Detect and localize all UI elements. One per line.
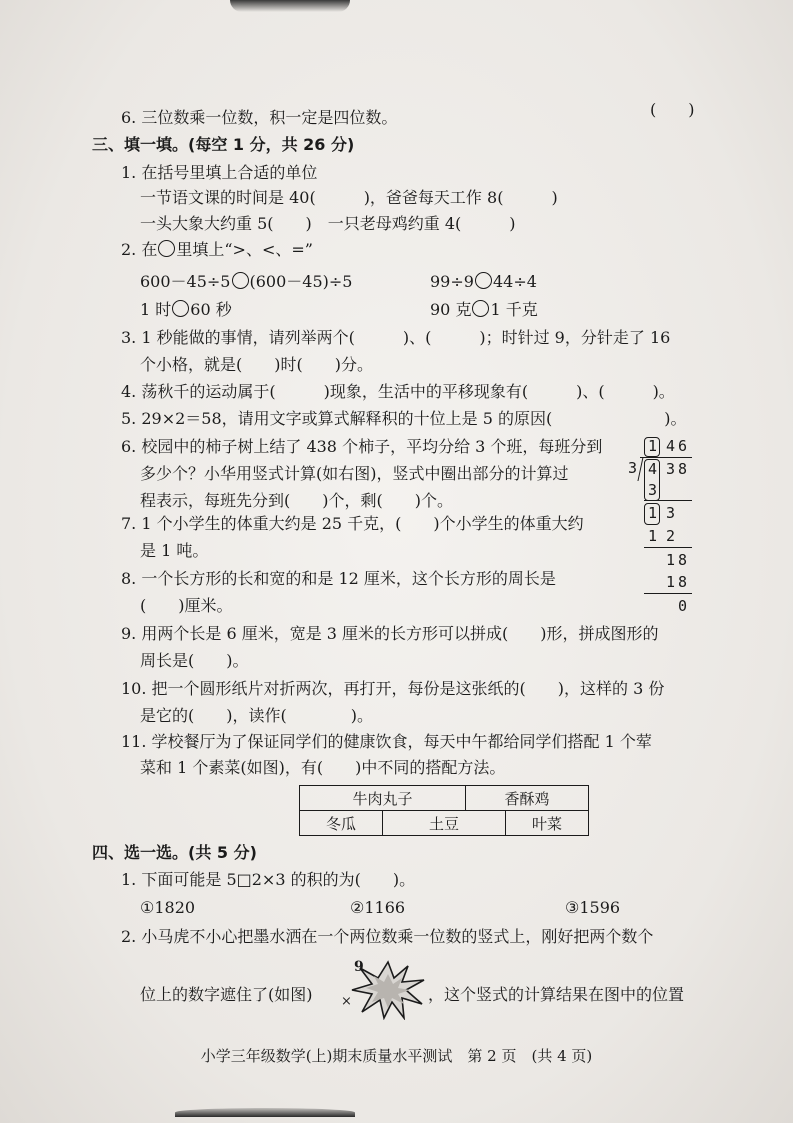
step-digit: 8 <box>678 551 688 569</box>
compare-circle <box>158 240 175 257</box>
page-footer: 小学三年级数学(上)期末质量水平测试 第 2 页 (共 4 页) <box>200 1047 593 1065</box>
dividend-digit: 3 <box>666 460 676 478</box>
q2-row1a: 600－45÷5 (600－45)÷5 <box>140 272 353 291</box>
veg-dish-cell: 叶菜 <box>506 811 589 836</box>
step-line <box>644 500 692 501</box>
s4-q2-line2a: 位上的数字遮住了(如图) <box>140 985 313 1004</box>
q2-row1b: 99÷9 44÷4 <box>430 272 537 291</box>
page-edge-shadow <box>230 0 350 12</box>
q2-lead: 2. 在 里填上“>、<、=” <box>121 240 313 259</box>
compare-circle <box>475 272 492 289</box>
table-row <box>300 786 589 811</box>
remainder: 0 <box>678 597 688 615</box>
judge-q6: 6. 三位数乘一位数，积一定是四位数。 <box>121 108 398 127</box>
q1-line1: 一节语文课的时间是 40( )，爸爸每天工作 8( ) <box>140 188 558 207</box>
q6-line2: 多少个？小华用竖式计算(如右图)，竖式中圈出部分的计算过 <box>140 464 569 483</box>
step-digit: 1 <box>666 551 676 569</box>
q3-line1: 3. 1 秒能做的事情，请列举两个( )、( )；时针过 9，分针走了 16 <box>121 328 671 347</box>
q2-row2a: 1 时 60 秒 <box>140 300 232 319</box>
step-digit: 2 <box>666 527 676 545</box>
veg-dish-cell: 土豆 <box>383 811 506 836</box>
s4-q1-option: ③1596 <box>565 898 621 917</box>
judge-q6-answer: ( ) <box>650 100 695 119</box>
q10-line2: 是它的( )，读作( )。 <box>140 706 373 725</box>
visible-digit: 9 <box>354 959 364 975</box>
table-row <box>300 811 589 836</box>
section4-title: 四、选一选。(共 5 分) <box>92 843 257 862</box>
quotient-digit: 6 <box>678 437 688 455</box>
step-digit: 1 <box>666 573 676 591</box>
page-edge-shadow <box>175 1108 355 1117</box>
q4-line1: 4. 荡秋千的运动属于( )现象，生活中的平移现象有( )、( )。 <box>121 382 675 401</box>
quotient-digit: 1 <box>648 437 658 455</box>
q10-line1: 10. 把一个圆形纸片对折两次，再打开，每份是这张纸的( )，这样的 3 份 <box>121 679 665 698</box>
q6-line3: 程表示，每班先分到( )个，剩( )个。 <box>140 491 453 510</box>
q8-line2: ( )厘米。 <box>140 596 233 615</box>
divisor: 3 <box>628 459 638 477</box>
step-digit: 3 <box>648 481 658 499</box>
q8-line1: 8. 一个长方形的长和宽的和是 12 厘米，这个长方形的周长是 <box>121 569 556 588</box>
ink-splash-icon <box>350 960 426 1020</box>
step-line <box>644 547 692 548</box>
section3-title: 三、填一填。(每空 1 分，共 26 分) <box>92 135 355 154</box>
q7-line2: 是 1 吨。 <box>140 541 209 560</box>
dividend-digit: 4 <box>648 460 658 478</box>
meat-dish-cell: 香酥鸡 <box>466 786 589 811</box>
compare-circle <box>172 300 189 317</box>
s4-q1-option: ①1820 <box>140 898 196 917</box>
step-digit: 1 <box>648 504 658 522</box>
long-division-figure <box>620 437 700 617</box>
q6-line1: 6. 校园中的柿子树上结了 438 个柿子，平均分给 3 个班，每班分到 <box>121 437 603 456</box>
times-sign: × <box>341 994 352 1009</box>
compare-circle <box>472 300 489 317</box>
q11-line2: 菜和 1 个素菜(如图)，有( )中不同的搭配方法。 <box>140 758 506 777</box>
meat-dish-cell: 牛肉丸子 <box>300 786 466 811</box>
step-digit: 8 <box>678 573 688 591</box>
step-line <box>644 593 692 594</box>
q11-line1: 11. 学校餐厅为了保证同学们的健康饮食，每天中午都给同学们搭配 1 个荤 <box>121 732 652 751</box>
q1-lead: 1. 在括号里填上合适的单位 <box>121 163 318 182</box>
s4-q1-line1: 1. 下面可能是 5□2×3 的积的为( )。 <box>121 870 416 889</box>
dividend-digit: 8 <box>678 460 688 478</box>
step-digit: 1 <box>648 527 658 545</box>
dishes-table <box>299 785 589 836</box>
s4-q2-line1: 2. 小马虎不小心把墨水洒在一个两位数乘一位数的竖式上，刚好把两个数个 <box>121 927 654 946</box>
q1-line2: 一头大象大约重 5( ) 一只老母鸡约重 4( ) <box>140 214 516 233</box>
q7-line1: 7. 1 个小学生的体重大约是 25 千克，( )个小学生的体重大约 <box>121 514 584 533</box>
step-digit: 3 <box>666 504 676 522</box>
division-bracket <box>637 457 643 481</box>
quotient-digit: 4 <box>666 437 676 455</box>
compare-circle <box>232 272 249 289</box>
q5-line1: 5. 29×2＝58，请用文字或算式解释积的十位上是 5 的原因( )。 <box>121 409 687 428</box>
q2-row2b: 90 克 1 千克 <box>430 300 538 319</box>
veg-dish-cell: 冬瓜 <box>300 811 383 836</box>
q9-line1: 9. 用两个长是 6 厘米，宽是 3 厘米的长方形可以拼成( )形，拼成图形的 <box>121 624 659 643</box>
q3-line2: 个小格，就是( )时( )分。 <box>140 355 373 374</box>
q9-line2: 周长是( )。 <box>140 651 249 670</box>
s4-q2-line2b: ，这个竖式的计算结果在图中的位置 <box>428 985 685 1004</box>
s4-q1-option: ②1166 <box>350 898 406 917</box>
